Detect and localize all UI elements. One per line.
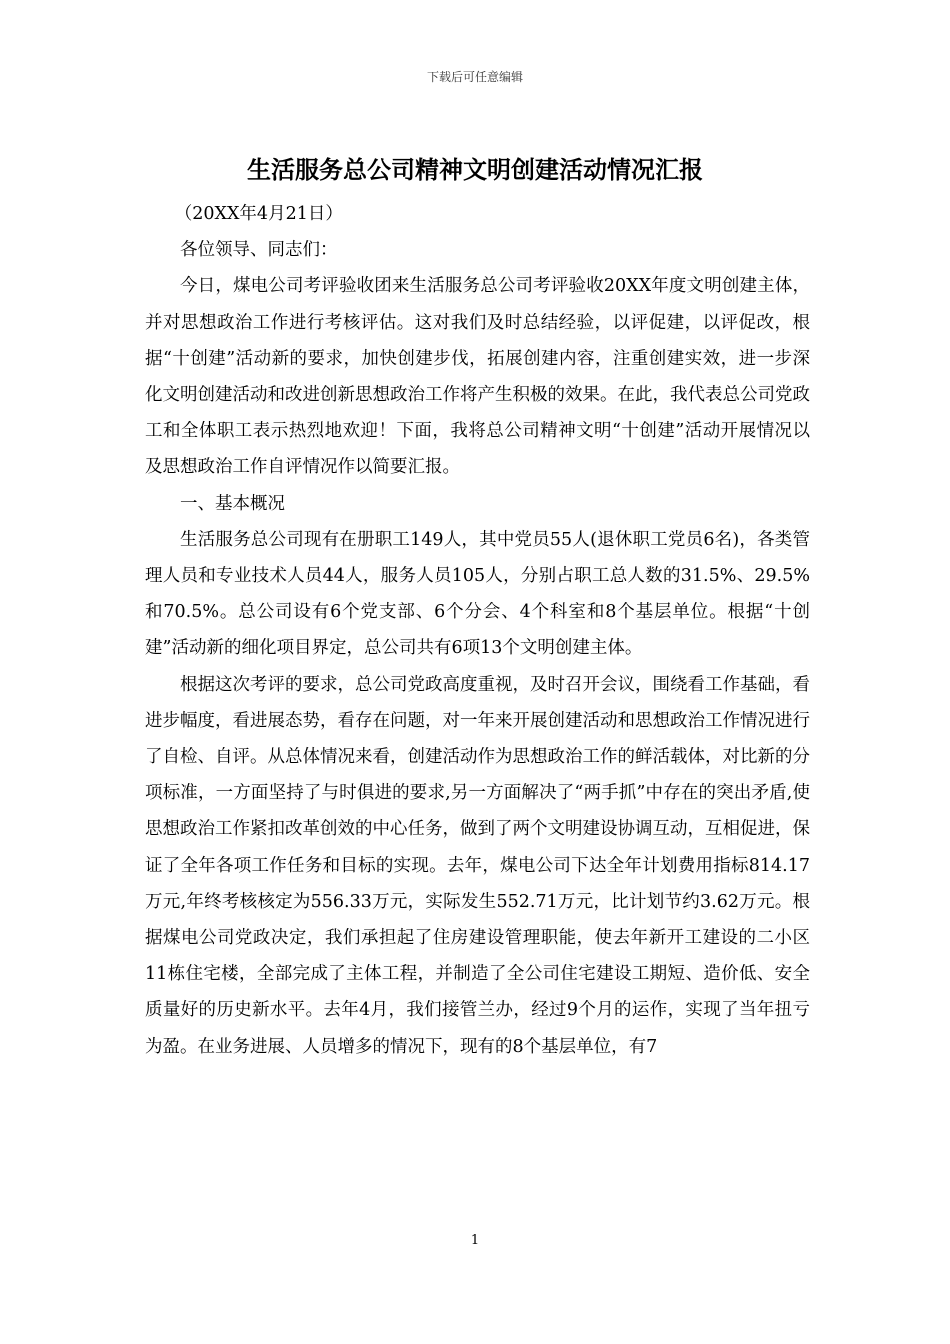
- salutation: 各位领导、同志们：: [180, 240, 338, 261]
- page-number: 1: [470, 1233, 480, 1248]
- document-title: 生活服务总公司精神文明创建活动情况汇报: [247, 155, 703, 184]
- paragraph-evaluation: 根据这次考评的要求，总公司党政高度重视，及时召开会议，围绕看工作基础，看进步幅度，看进展态势，看存在问题，对一年来开展创建活动和思想政治工作情况进行了自检、自评。从总体情况来看，创建活动作为思想政治工作的鲜活载体，对比新的分项标准，一方面坚持了与时俱进的要求,另一方面解决了“两手抓”中存在的突出矛盾,使思想政治工作紧扣改革创效的中心任务，做到了两个文明建设协调互动，互相促进，保证了全年各项工作任务和目标的实现。去年，煤电公司下达全年计划费用指标814.17万元,年终考核核定为556.33万元，实际发生552.71万元，比计划节约3.62万元。根据煤电公司党政决定，我们承担起了住房建设管理职能，使去年新开工建设的二小区11栋住宅楼，全部完成了主体工程，并制造了全公司住宅建设工期短、造价低、安全质量好的历史新水平。去年4月，我们接管兰办，经过9个月的运作，实现了当年扭亏为盈。在业务进展、人员增多的情况下，现有的8个基层单位，有7: [145, 674, 810, 1057]
- paragraph-staff: 生活服务总公司现有在册职工149人，其中党员55人(退休职工党员6名)，各类管理人员和专业技术人员44人，服务人员105人，分别占职工总人数的31.5%、29.5%和70.5%。总公司设有6个党支部、6个分会、4个科室和8个基层单位。根据“十创建”活动新的细化项目界定，总公司共有6项13个文明创建主体。: [145, 529, 810, 659]
- document-date: （20XX年4月21日）: [174, 204, 343, 224]
- document-body: [145, 196, 810, 1065]
- section-heading-overview: 一、基本概况: [180, 493, 285, 514]
- paragraph-intro: 今日，煤电公司考评验收团来生活服务总公司考评验收20XX年度文明创建主体，并对思想政治工作进行考核评估。这对我们及时总结经验，以评促建，以评促改，根据“十创建”活动新的要求，加快创建步伐，拓展创建内容，注重创建实效，进一步深化文明创建活动和改进创新思想政治工作将产生积极的效果。在此，我代表总公司党政工和全体职工表示热烈地欢迎！下面，我将总公司精神文明“十创建”活动开展情况以及思想政治工作自评情况作以简要汇报。: [145, 276, 810, 478]
- header-note: 下载后可任意编辑: [426, 70, 523, 84]
